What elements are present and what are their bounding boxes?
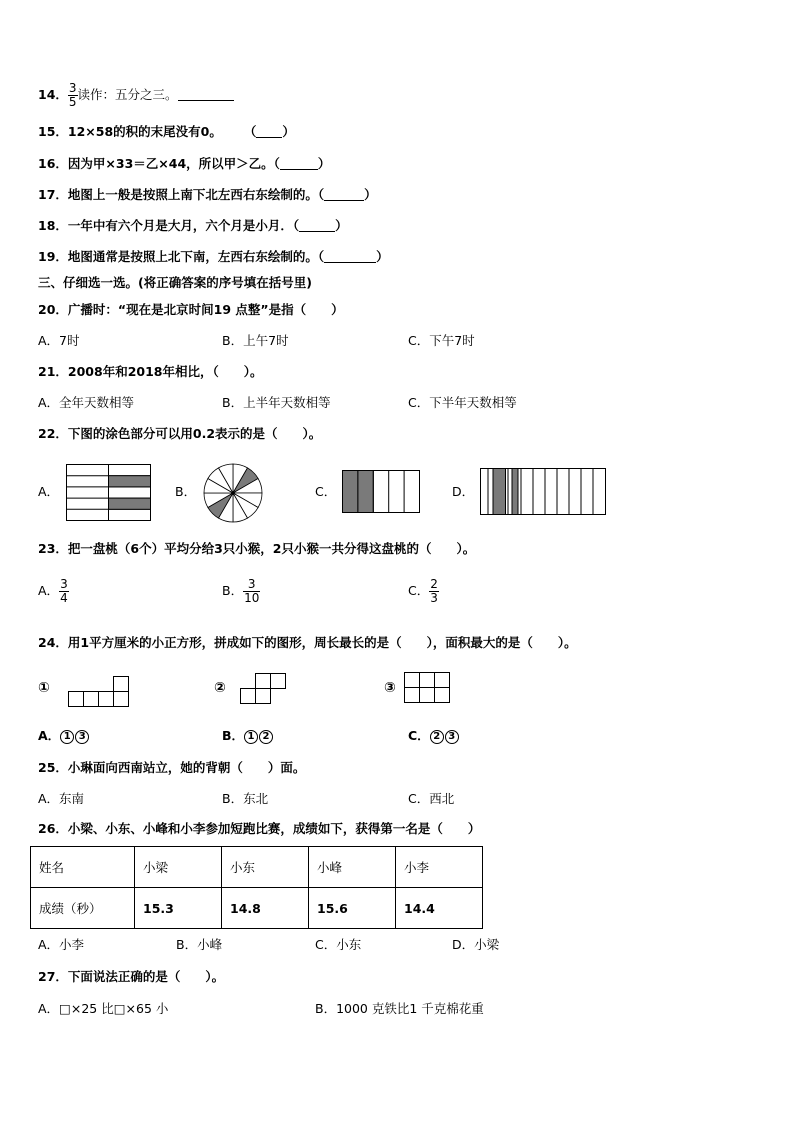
- option-c[interactable]: C．: [315, 484, 337, 499]
- option-a[interactable]: A．7时: [38, 333, 80, 348]
- table-header-row: [31, 847, 483, 888]
- option-a[interactable]: A． $\frac{3}{4}$: [38, 577, 68, 605]
- option-c[interactable]: C．西北: [408, 791, 455, 806]
- answer-blank[interactable]: [178, 88, 234, 101]
- fraction: $\frac{2}{3}$: [430, 577, 438, 605]
- option-c[interactable]: C． $\frac{2}{3}$: [408, 577, 438, 605]
- answer-blank[interactable]: [299, 219, 335, 232]
- figure-c-bar: [342, 470, 422, 514]
- option-b[interactable]: B．1000 克铁比1 千克棉花重: [315, 1001, 484, 1016]
- table-cell: 小梁: [135, 847, 222, 888]
- figure-label-3: ③: [384, 680, 396, 696]
- table-cell: 成绩（秒）: [31, 888, 135, 929]
- table-cell: 小峰: [309, 847, 396, 888]
- table-cell: 14.4: [396, 888, 483, 929]
- option-d[interactable]: D．小梁: [452, 937, 500, 952]
- question-18: 18．一年中有六个月是大月，六个月是小月．（ ）: [38, 218, 348, 233]
- figure-label-1: ①: [38, 680, 50, 696]
- option-a[interactable]: A．小李: [38, 937, 85, 952]
- option-a[interactable]: A． 1 3: [38, 728, 90, 744]
- figure-b-circle: [202, 462, 264, 524]
- option-b[interactable]: B．: [175, 484, 197, 499]
- fraction: $\frac{3}{10}$: [244, 577, 260, 605]
- question-25: 25．小琳面向西南站立，她的背朝（ ）面。: [38, 760, 306, 775]
- question-15: 15．12×58的积的末尾没有0。 （ ）: [38, 124, 295, 139]
- question-22: 22．下图的涂色部分可以用0.2表示的是（ ）。: [38, 426, 322, 441]
- answer-blank[interactable]: [324, 188, 364, 201]
- answer-blank[interactable]: [256, 125, 282, 138]
- question-19: 19．地图通常是按照上北下南，左西右东绘制的。（ ）: [38, 249, 389, 264]
- question-26: 26．小梁、小东、小峰和小李参加短跑比赛，成绩如下，获得第一名是（ ）: [38, 821, 481, 836]
- fraction-three-fifths: $\frac{3}{5}$: [68, 81, 77, 109]
- question-21: 21．2008年和2018年相比，（ ）。: [38, 364, 263, 379]
- section-heading: 三、仔细选一选。(将正确答案的序号填在括号里): [38, 275, 312, 290]
- option-b[interactable]: B．小峰: [176, 937, 223, 952]
- figure-label-2: ②: [214, 680, 226, 696]
- question-16: 16．因为甲×33＝乙×44，所以甲＞乙。（ ）: [38, 156, 331, 171]
- table-row: [31, 888, 483, 929]
- table-cell: 姓名: [31, 847, 135, 888]
- table-cell: 15.6: [309, 888, 396, 929]
- answer-blank[interactable]: [280, 157, 318, 170]
- option-a[interactable]: A．全年天数相等: [38, 395, 135, 410]
- answer-blank[interactable]: [324, 250, 376, 263]
- option-b[interactable]: B．上半年天数相等: [222, 395, 331, 410]
- option-b[interactable]: B． 1 2: [222, 728, 274, 744]
- table-cell: 小李: [396, 847, 483, 888]
- figure-3-squares: [404, 672, 452, 706]
- option-b[interactable]: B．上午7时: [222, 333, 289, 348]
- figure-a-rect-grid: [66, 464, 152, 522]
- option-c[interactable]: C．小东: [315, 937, 362, 952]
- option-c[interactable]: C．下午7时: [408, 333, 475, 348]
- question-27: 27．下面说法正确的是（ ）。: [38, 969, 225, 984]
- option-a[interactable]: A．: [38, 484, 60, 499]
- option-c[interactable]: C． 2 3: [408, 728, 460, 744]
- table-cell: 15.3: [135, 888, 222, 929]
- question-23: 23．把一盘桃（6个）平均分给3只小猴，2只小猴一共分得这盘桃的（ ）。: [38, 541, 476, 556]
- option-a[interactable]: A．□×25 比□×65 小: [38, 1001, 169, 1016]
- option-b[interactable]: B．东北: [222, 791, 269, 806]
- question-14: 14． $\frac{3}{5}$ 读作：五分之三。: [38, 82, 234, 109]
- score-table: [30, 846, 483, 929]
- table-cell: 14.8: [222, 888, 309, 929]
- figure-d-bar: [480, 468, 608, 516]
- question-24: 24．用1平方厘米的小正方形，拼成如下的图形，周长最长的是（ ），面积最大的是（ ）。: [38, 635, 577, 650]
- option-a[interactable]: A．东南: [38, 791, 85, 806]
- option-d[interactable]: D．: [452, 484, 475, 499]
- fraction: $\frac{3}{4}$: [60, 577, 68, 605]
- question-20: 20．广播时：“现在是北京时间19 点整”是指（ ）: [38, 302, 344, 317]
- option-b[interactable]: B． $\frac{3}{10}$: [222, 577, 260, 605]
- option-c[interactable]: C．下半年天数相等: [408, 395, 517, 410]
- question-17: 17．地图上一般是按照上南下北左西右东绘制的。（ ）: [38, 187, 377, 202]
- figure-2-squares: [240, 672, 292, 706]
- figure-1-squares: [68, 676, 134, 708]
- table-cell: 小东: [222, 847, 309, 888]
